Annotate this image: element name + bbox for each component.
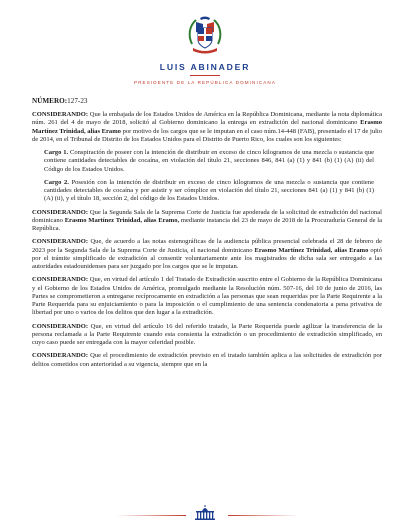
number-label: NÚMERO: (32, 97, 68, 105)
paragraph-text: optó por el trámite simplificado de extradición al consentir voluntariamente ante los magistrados de dicha sala ser entregado a las autoridades estadounidenses para ser juzgado por los cargos que se le imputan. (32, 246, 382, 270)
paragraph-text: mediante instancia del 23 de mayo de 2018 de la Procuraduría General de la República. (32, 216, 383, 232)
charge-label: Cargo 2. (44, 178, 69, 186)
paragraph-3 (32, 238, 382, 271)
paragraph-text: Que la Segunda Sala de la Suprema Corte de Justicia fue apoderada de la solicitud de extradición del nacional dominicano (32, 208, 382, 224)
person-name: Erasmo Martínez Trinidad, alias Eramo (32, 119, 382, 135)
palace-icon (194, 505, 216, 521)
paragraph-text: Que el procedimiento de extradición previsto en el tratado también aplica a las solicitudes de extradición por delitos cometidos con anterioridad a su vigencia, siempre que en la (32, 352, 382, 368)
paragraph-5 (32, 323, 382, 348)
person-name: Erasmo Martínez Trinidad, alias Eramo (254, 246, 369, 254)
document-body (32, 111, 382, 374)
footer-rule-right (228, 515, 298, 516)
paragraph-text: Que, en virtud del artículo 16 del referido tratado, la Parte Requerida puede agilizar la transferencia de la persona reclamada a la Parte Requirente cuando esta consienta la extradición o un procedimiento de extradición simplificado, en cuyo caso puede ser entregada con la mayor celeridad posible. (32, 322, 382, 346)
header-name: LUIS ABINADER (159, 62, 251, 72)
considerando-label: CONSIDERANDO: (32, 352, 89, 360)
considerando-label: CONSIDERANDO: (32, 208, 89, 216)
paragraph-text: Que, en virtud del artículo 1 del Tratado de Extradición suscrito entre el Gobierno de la República Dominicana y el Gobierno de los Estados Unidos de América, promulgado mediante la Resolución núm. 507-16, del 10 de junio de 2016, las Partes se comprometieron a entregarse recíprocamente en extradición a las personas que sean requeridas por la Parte Requirente a la Parte Requerida para su enjuiciamiento o para la imposición o el cumplimiento de una sentencia condenatoria a pena privativa de libertad por uno o varios de los delitos que den lugar a la extradición. (32, 276, 382, 317)
considerando-label: CONSIDERANDO: (32, 238, 89, 246)
paragraph-4 (32, 276, 382, 317)
charge-2 (44, 179, 374, 204)
paragraph-text: por motivo de los cargos que se le imputan en el caso núm.14-448 (FAB), presentado el 17 de julio de 2014, en el Tribunal de Distrito de los Estados Unidos para el Distrito de Puerto Rico, los cuales son los siguientes: (32, 127, 382, 143)
charge-text: Posesión con la intención de distribuir en exceso de cinco kilogramos de una mezcla o sustancia que contiene cantidades detectables de cocaína y por asistir y ser cómplice en violación del título 21, secciones 841 (a) (1) y 841 (b) (1) (A) (ii), y el título 18, sección 2, del código de los Estados Unidos. (44, 178, 374, 203)
charge-1 (44, 149, 374, 174)
considerando-label: CONSIDERANDO: (32, 322, 89, 330)
person-name: Erasmo Martínez Trinidad, alias Eramo, (64, 216, 180, 224)
coat-of-arms-icon (186, 14, 224, 56)
header-divider (190, 75, 220, 76)
considerando-label: CONSIDERANDO: (32, 276, 89, 284)
paragraph-text: Que la embajada de los Estados Unidos de América en la República Dominicana, mediante la nota diplomática núm. 261 del 4 de mayo de 2018, solicitó al Gobierno dominicano la entrega en extradición del nacional dominicano (32, 111, 382, 127)
paragraph-6 (32, 352, 382, 369)
paragraph-text: Que, de acuerdo a las notas estenográficas de la audiencia pública presencial celebrada el 28 de febrero de 2023 por la Segunda Sala de la Suprema Corte de Justicia, el nacional dominicano (32, 238, 382, 254)
considerando-label: CONSIDERANDO: (32, 111, 89, 118)
footer-rule-left (116, 515, 186, 516)
paragraph-1 (32, 111, 382, 144)
paragraph-2 (32, 209, 382, 234)
charge-label: Cargo 1. (44, 149, 69, 156)
number-value: 127-23 (67, 97, 88, 105)
header-subtitle: PRESIDENTE DE LA REPÚBLICA DOMINICANA (133, 80, 277, 85)
charge-text: Conspiración de poseer con la intención de distribuir en exceso de cinco kilogramos de una mezcla o sustancia que contiene cantidades detectables de cocaína, en violación del título 21, secciones 846, 841 (a) (1) y 841 (b) (1) (A) (ii) del Código de los Estados Unidos. (44, 149, 374, 173)
decree-number (32, 97, 88, 105)
